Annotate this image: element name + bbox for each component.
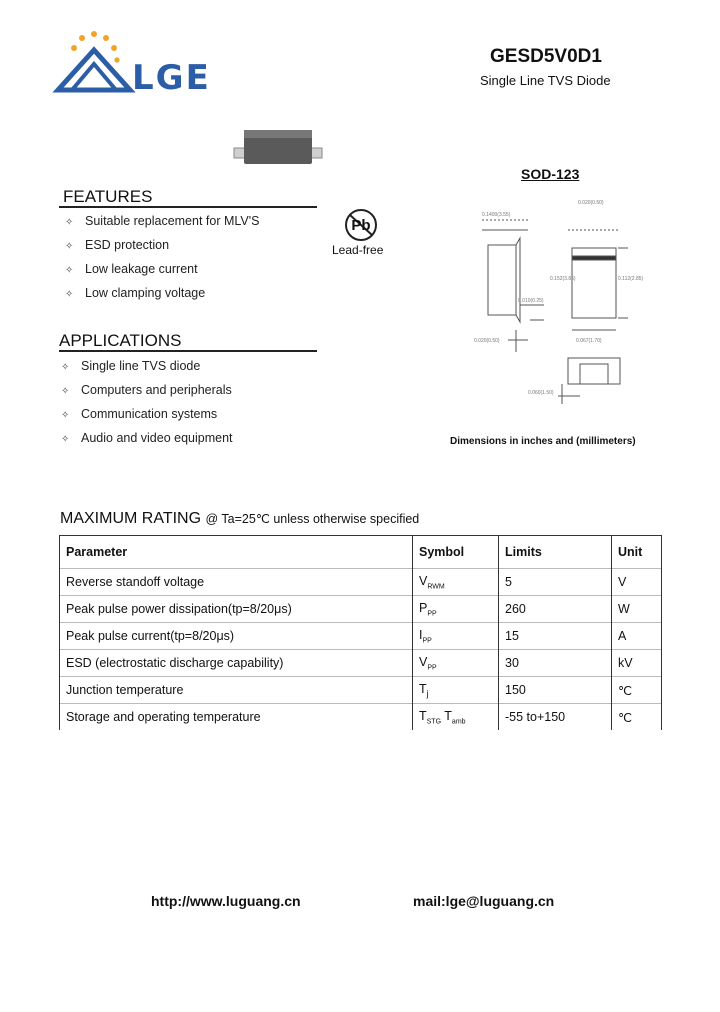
row-unit: A: [612, 623, 662, 650]
application-item: ✧ Audio and video equipment: [61, 431, 233, 445]
row-symbol: $P_{PP}$: [413, 596, 499, 623]
row-symbol: $V_{RWM}$: [413, 569, 499, 596]
application-item: ✧ Computers and peripherals: [61, 383, 232, 397]
svg-text:0.067(1.70): 0.067(1.70): [576, 338, 602, 344]
row-limit: 5: [499, 569, 612, 596]
part-subtitle: Single Line TVS Diode: [480, 73, 611, 88]
row-unit: W: [612, 596, 662, 623]
component-photo: [230, 126, 326, 170]
table-row: [60, 569, 662, 596]
max-rating-table: [59, 535, 662, 730]
svg-text:0.152(3.86): 0.152(3.86): [550, 276, 576, 282]
svg-text:0.060(1.50): 0.060(1.50): [528, 390, 554, 396]
lead-free-icon: [341, 207, 381, 243]
feature-item: ✧ ESD protection: [65, 238, 170, 252]
row-parameter: Reverse standoff voltage: [60, 569, 413, 596]
application-item: ✧ Communication systems: [61, 407, 218, 421]
applications-title: APPLICATIONS: [59, 331, 182, 350]
package-dimension-drawing: [468, 190, 644, 410]
row-parameter: Peak pulse current(tp=8/20μs): [60, 623, 413, 650]
lead-free-label: Lead-free: [332, 243, 384, 257]
row-parameter: ESD (electrostatic discharge capability): [60, 650, 413, 677]
row-unit: ℃: [612, 704, 662, 731]
header-unit: Unit: [612, 536, 662, 569]
row-limit: -55 to+150: [499, 704, 612, 731]
table-row: [60, 623, 662, 650]
part-number: GESD5V0D1: [490, 46, 602, 67]
header-parameter: Parameter: [60, 536, 413, 569]
table-row: [60, 704, 662, 731]
svg-text:0.112(2.85): 0.112(2.85): [618, 276, 644, 282]
row-symbol: $I_{PP}$: [413, 623, 499, 650]
application-item: ✧ Single line TVS diode: [61, 359, 201, 373]
max-rating-condition: @ Ta=25℃ unless otherwise specified: [205, 512, 420, 526]
footer-email-link[interactable]: mail:lge@luguang.cn: [413, 893, 555, 909]
svg-text:0.010(0.25): 0.010(0.25): [518, 298, 544, 304]
row-limit: 150: [499, 677, 612, 704]
row-limit: 15: [499, 623, 612, 650]
row-symbol: $V_{PP}$: [413, 650, 499, 677]
feature-item: ✧ Suitable replacement for MLV'S: [65, 214, 260, 228]
package-name: SOD-123: [521, 166, 580, 182]
table-row: [60, 677, 662, 704]
row-parameter: Junction temperature: [60, 677, 413, 704]
table-row: [60, 596, 662, 623]
svg-text:0.1400(3.55): 0.1400(3.55): [482, 212, 511, 218]
row-limit: 260: [499, 596, 612, 623]
footer-website-link[interactable]: http://www.luguang.cn: [151, 893, 301, 909]
row-parameter: Peak pulse power dissipation(tp=8/20μs): [60, 596, 413, 623]
header-limits: Limits: [499, 536, 612, 569]
package-dimension-note: Dimensions in inches and (millimeters): [450, 436, 636, 447]
feature-item: ✧ Low leakage current: [65, 262, 198, 276]
feature-item: ✧ Low clamping voltage: [65, 286, 206, 300]
features-title: FEATURES: [63, 187, 153, 206]
row-limit: 30: [499, 650, 612, 677]
logo-text: LGE: [132, 58, 211, 98]
row-unit: kV: [612, 650, 662, 677]
logo-mark: [58, 28, 132, 96]
features-rule: [59, 206, 317, 208]
max-rating-heading: MAXIMUM RATING: [60, 510, 202, 527]
svg-text:0.020(0.50): 0.020(0.50): [578, 200, 604, 206]
row-symbol: $T_{STG}$ $T_{amb}$: [413, 704, 499, 731]
row-unit: V: [612, 569, 662, 596]
applications-rule: [59, 350, 317, 352]
row-symbol: $T_j$: [413, 677, 499, 704]
row-unit: ℃: [612, 677, 662, 704]
row-parameter: Storage and operating temperature: [60, 704, 413, 731]
header-symbol: Symbol: [413, 536, 499, 569]
svg-text:0.020(0.50): 0.020(0.50): [474, 338, 500, 344]
max-rating-title: [60, 510, 419, 528]
lead-free-symbol: Pb: [351, 217, 371, 234]
table-header-row: [60, 536, 662, 569]
table-row: [60, 650, 662, 677]
